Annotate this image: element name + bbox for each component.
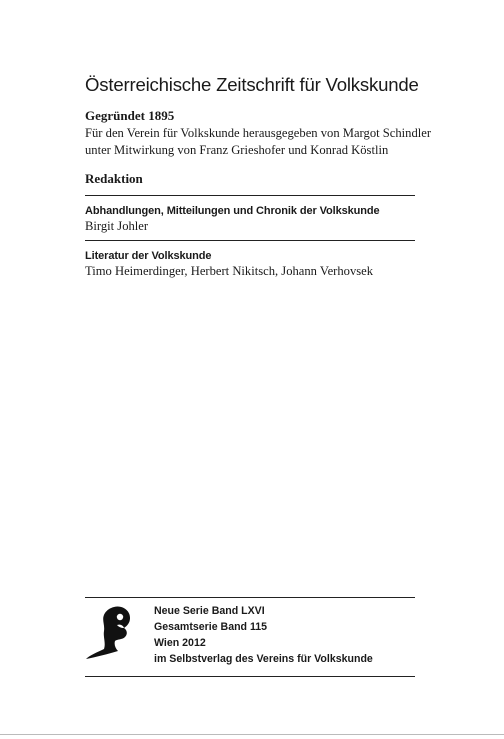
colophon-place-year: Wien 2012 (154, 637, 206, 649)
page-title: Österreichische Zeitschrift für Volkskunde (85, 74, 419, 95)
publisher-line: Für den Verein für Volkskunde herausgegeben von Margot Schindler (85, 126, 432, 140)
publisher-line: unter Mitwirkung von Franz Grieshofer und Konrad Köstlin (85, 143, 389, 157)
publisher-silhouette-logo-icon (84, 604, 140, 662)
editorial-heading: Redaktion (85, 171, 143, 186)
section-heading-articles: Abhandlungen, Mitteilungen und Chronik der Volkskunde (85, 205, 380, 217)
colophon-top-rule (85, 597, 415, 598)
section-editors-articles: Birgit Johler (85, 219, 149, 233)
divider (85, 240, 415, 241)
colophon-bottom-rule (85, 676, 415, 677)
founded-heading: Gegründet 1895 (85, 108, 175, 123)
divider (85, 195, 415, 196)
colophon-series: Neue Serie Band LXVI (154, 605, 265, 617)
page-edge-line (0, 734, 504, 735)
section-heading-literature: Literatur der Volkskunde (85, 250, 212, 262)
section-editors-literature: Timo Heimerdinger, Herbert Nikitsch, Johann Verhovsek (85, 264, 374, 278)
colophon-publisher: im Selbstverlag des Vereins für Volkskunde (154, 653, 373, 665)
colophon-total-series: Gesamtserie Band 115 (154, 621, 268, 633)
